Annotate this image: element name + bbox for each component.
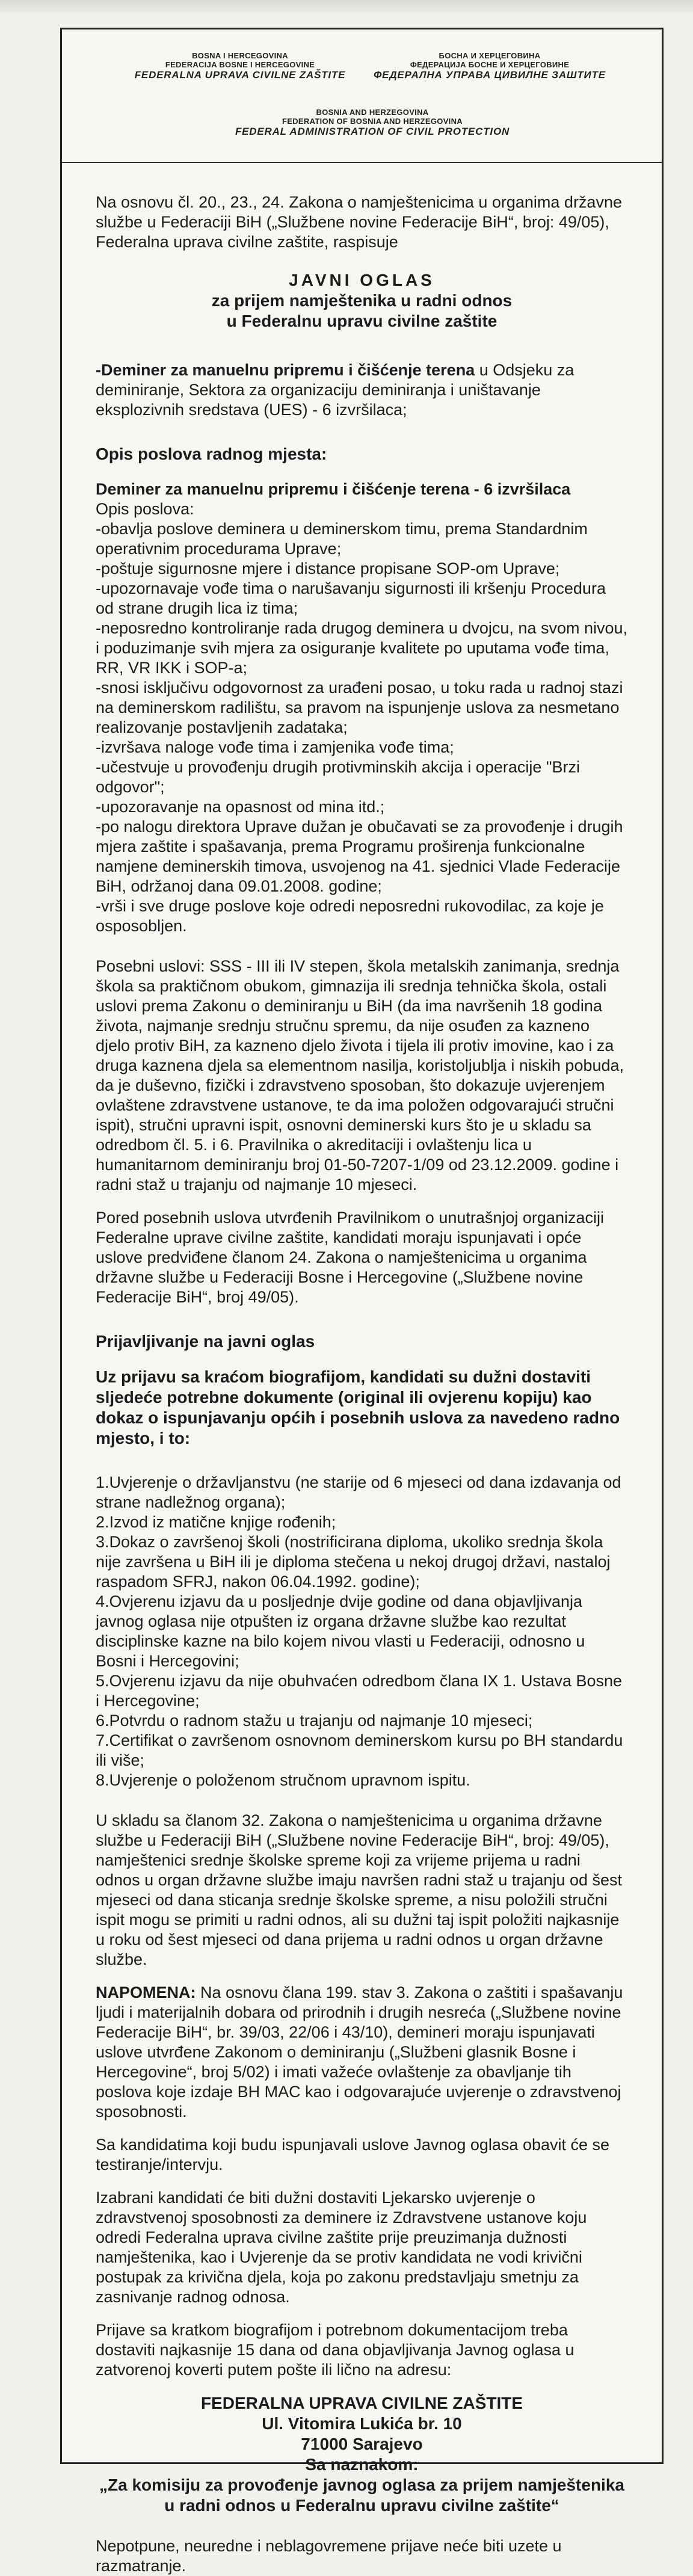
closing-paragraph: Nepotpune, neuredne i neblagovremene prijave neće biti uzete u razmatranje. (96, 2537, 562, 2575)
list-item: 5.Ovjerenu izjavu da nije obuhvaćen odredbom člana IX 1. Ustava Bosne i Hercegovine; (96, 1672, 623, 1710)
list-item: -poštuje sigurnosne mjere i distance propisane SOP-om Uprave; (96, 559, 560, 578)
application-heading: Prijavljivanje na javni oglas (96, 1332, 315, 1351)
list-item: -upozoravanje na opasnost od mina itd.; (96, 798, 385, 816)
duties-label: Opis poslova: (96, 500, 194, 518)
documents-intro: Uz prijavu sa kraćom biografijom, kandidati su dužni dostaviti sljedeće potrebne dokumente (original ili ovjerenu kopiju) kao dokaz o ispunjavanju općih i posebnih uslova za navedeno radno mjesto, i to: (96, 1367, 620, 1447)
article-32-paragraph: U skladu sa članom 32. Zakona o namještenicima u organima državne službe u Federaciji BiH („Službene novine Federacije BiH“, broj: 49/05), namještenici srednje školske spreme koji za vrijeme prijema u radni odnos u organ državne službe imaju navršen radni staž u trajanju od šest mjeseci od dana sticanja srednje školske spreme, a nisu položili stručni ispit mogu se primiti u radni odnos, ali su dužni taj ispit položiti najkasnije u roku od šest mjeseci od dana prijema u radni odnos u organ državne službe. (96, 1811, 623, 1968)
list-item: -učestvuje u provođenju drugih protivminskih akcija i operacije "Brzi odgovor"; (96, 758, 580, 796)
job-description-heading: Opis poslova radnog mjesta: (96, 445, 327, 463)
general-conditions: Pored posebnih uslova utvrđenih Pravilnikom o unutrašnjoj organizaciji Federalne uprave civilne zaštite, kandidati moraju ispunjavati i opće uslove predviđene članom 24. Zakona o namještenicima u organima državne službe u Federaciji Bosne i Hercegovine („Službene novine Federacije BiH“, broj 49/05). (96, 1209, 604, 1306)
letterhead-english: BOSNIA AND HERZEGOVINA FEDERATION OF BOSNIA AND HERZEGOVINA FEDERAL ADMINISTRATION OF CIVIL PROTECTION (235, 108, 510, 137)
mailing-address: FEDERALNA UPRAVA CIVILNE ZAŠTITE Ul. Vitomira Lukića br. 10 71000 Sarajevo Sa naznakom: „Za komisiju za provođenje javnog oglasa za prijem namještenika u radni odnos u Federalnu upravu civilne zaštite“ (99, 2394, 624, 2515)
list-item: -upozornavaje vođe tima o narušavanju sigurnosti ili kršenju Procedura od strane drugih lica iz tima; (96, 579, 606, 617)
notice-title: JAVNI OGLAS za prijem namještenika u radni odnos u Federalnu upravu civilne zaštite (211, 271, 513, 330)
letterhead (96, 43, 628, 166)
duties-list (96, 519, 628, 936)
medical-paragraph: Izabrani kandidati će biti dužni dostaviti Ljekarsko uvjerenje o zdravstvenoj sposobnosti za deminere iz Zdravstvene ustanove koju odredi Federalna uprava civilne zaštite prije preuzimanja dužnosti namještenika, kao i Uvjerenje da se protiv kandidata ne vodi krivični postupak za krivična djela, koja po zakonu predstavljaju smetnju za zasnivanje radnog odnosa. (96, 2189, 587, 2306)
submission-paragraph: Prijave sa kratkom biografijom i potrebnom dokumentacijom treba dostaviti najkasnije 15 dana od dana objavljivanja Javnog oglasa u zatvorenoj koverti putem pošte ili lično na adresu: (96, 2321, 574, 2379)
intro-paragraph: Na osnovu čl. 20., 23., 24. Zakona o namještenicima u organima državne službe u Federaciji BiH („Službene novine Federacije BiH“, broj: 49/05), Federalna uprava civilne zaštite, raspisuje (96, 193, 622, 251)
special-conditions: Posebni uslovi: SSS - III ili IV stepen, škola metalskih zanimanja, srednja škola sa praktičnom obukom, gimnazija ili srednja tehnička škola, ostali uslovi prema Zakonu o deminiranju u BiH (da ima navršenih 18 godina života, najmanje srednju stručnu spremu, da nije osuđen za kazneno djelo protiv BiH, za kazneno djelo života i tijela ili protiv imovine, kao i za druga kaznena djela sa elementnom nasilja, koristoljublja i niskih pobuda, da je duševno, fizički i zdravstveno sposoban, što dokazuje uvjerenjem ovlaštene zdravstvene ustanove, te da ima položen odgovarajući stručni ispit), stručni upravni ispit, osnovni deminerski kurs što je u skladu sa odredbom čl. 5. i 6. Pravilnika o akreditaciji i ovlaštenju lica u humanitarnom deminiranju broj 01-50-7207-1/09 od 23.12.2009. godine i radni staž u trajanju od najmanje 10 mjeseci. (96, 957, 624, 1194)
documents-list (96, 1473, 628, 1790)
list-item: 2.Izvod iz matične knjige rođenih; (96, 1513, 336, 1531)
list-item: 8.Uvjerenje o položenom stručnom upravnom ispitu. (96, 1771, 470, 1789)
list-item: -po nalogu direktora Uprave dužan je obučavati se za provođenje i drugih mjera zaštite i spašavanja, prema Programu proširenja funkcionalne namjene deminerskih timova, usvojenog na 41. sjednici Vlade Federacije BiH, održanoj dana 09.01.2008. godine; (96, 818, 623, 895)
list-item: -vrši i sve druge poslove koje odredi neposredni rukovodilac, za koje je osposobljen. (96, 897, 604, 935)
letterhead-cyrillic: БОСНА И ХЕРЦЕГОВИНА ФЕДЕРАЦИЈА БОСНЕ И ХЕРЦЕГОВИНЕ ФЕДЕРАЛНА УПРАВА ЦИВИЛНЕ ЗАШТИТЕ (374, 51, 606, 81)
list-item: 3.Dokaz o završenoj školi (nostrificirana diploma, ukoliko srednja škola nije završena u BiH ili je diploma stečena u nekoj drugoj državi, nastaloj raspadom SFRJ, nakon 06.04.1992. godine); (96, 1533, 611, 1591)
letterhead-latin: BOSNA I HERCEGOVINA FEDERACIJA BOSNE I HERCEGOVINE FEDERALNA UPRAVA CIVILNE ZAŠTITE (134, 51, 346, 81)
public-notice-frame (60, 28, 664, 2575)
list-item: 6.Potvrdu o radnom stažu u trajanju od najmanje 10 mjeseci; (96, 1712, 533, 1730)
notice-body (96, 193, 628, 2576)
letterhead-rule (62, 162, 662, 163)
note-paragraph: NAPOMENA: Na osnovu člana 199. stav 3. Zakona o zaštiti i spašavanju ljudi i materijalnih dobara od prirodnih i drugih nesreća („Službene novine Federacije BiH“, br. 39/03, 22/06 i 43/10), demineri moraju ispunjavati uslove utvrđene Zakonom o deminiranju („Službeni glasnik Bosne i Hercegovine“, broj 5/02) i imati važeće ovlaštenje za obavljanje tih poslova koje izdaje BH MAC kao i odgovarajuće uvjerenje o zdravstvenoj sposobnosti. (96, 1983, 623, 2121)
list-item: -snosi isključivu odgovornost za urađeni posao, u toku rada u radnoj stazi na deminerskom radilištu, sa pravom na ispunjenje uslova za nesmetano realizovanje postavljenih zadataka; (96, 679, 623, 736)
list-item: -izvršava naloge vođe tima i zamjenika vođe tima; (96, 738, 454, 756)
list-item: -neposredno kontroliranje rada drugog deminera u dvojcu, na svom nivou, i poduzimanje svih mjera za osiguranje kvalitete po uputama vođe tima, RR, VR IKK i SOP-a; (96, 619, 628, 677)
page-top-strip (0, 0, 693, 13)
list-item: 7.Certifikat o završenom osnovnom deminerskom kursu po BH standardu ili više; (96, 1731, 623, 1769)
position-heading: Deminer za manuelnu pripremu i čišćenje terena - 6 izvršilaca (96, 480, 571, 498)
position-intro: -Deminer za manuelnu pripremu i čišćenje terena u Odsjeku za deminiranje, Sektora za organizaciju deminiranja i uništavanje eksplozivnih sredstava (UES) - 6 izvršilaca; (96, 361, 574, 419)
list-item: 1.Uvjerenje o državljanstvu (ne starije od 6 mjeseci od dana izdavanja od strane nadležnog organa); (96, 1473, 621, 1511)
list-item: 4.Ovjerenu izjavu da u posljednje dvije godine od dana objavljivanja javnog oglasa nije otpušten iz organa državne službe kao rezultat disciplinske kazne na bilo kojem nivou vlasti u Federaciji, odnosno u Bosni i Hercegovini; (96, 1592, 585, 1670)
testing-paragraph: Sa kandidatima koji budu ispunjavali uslove Javnog oglasa obavit će se testiranje/intervju. (96, 2136, 610, 2174)
list-item: -obavlja poslove deminera u deminerskom timu, prema Standardnim operativnim procedurama Uprave; (96, 520, 588, 558)
